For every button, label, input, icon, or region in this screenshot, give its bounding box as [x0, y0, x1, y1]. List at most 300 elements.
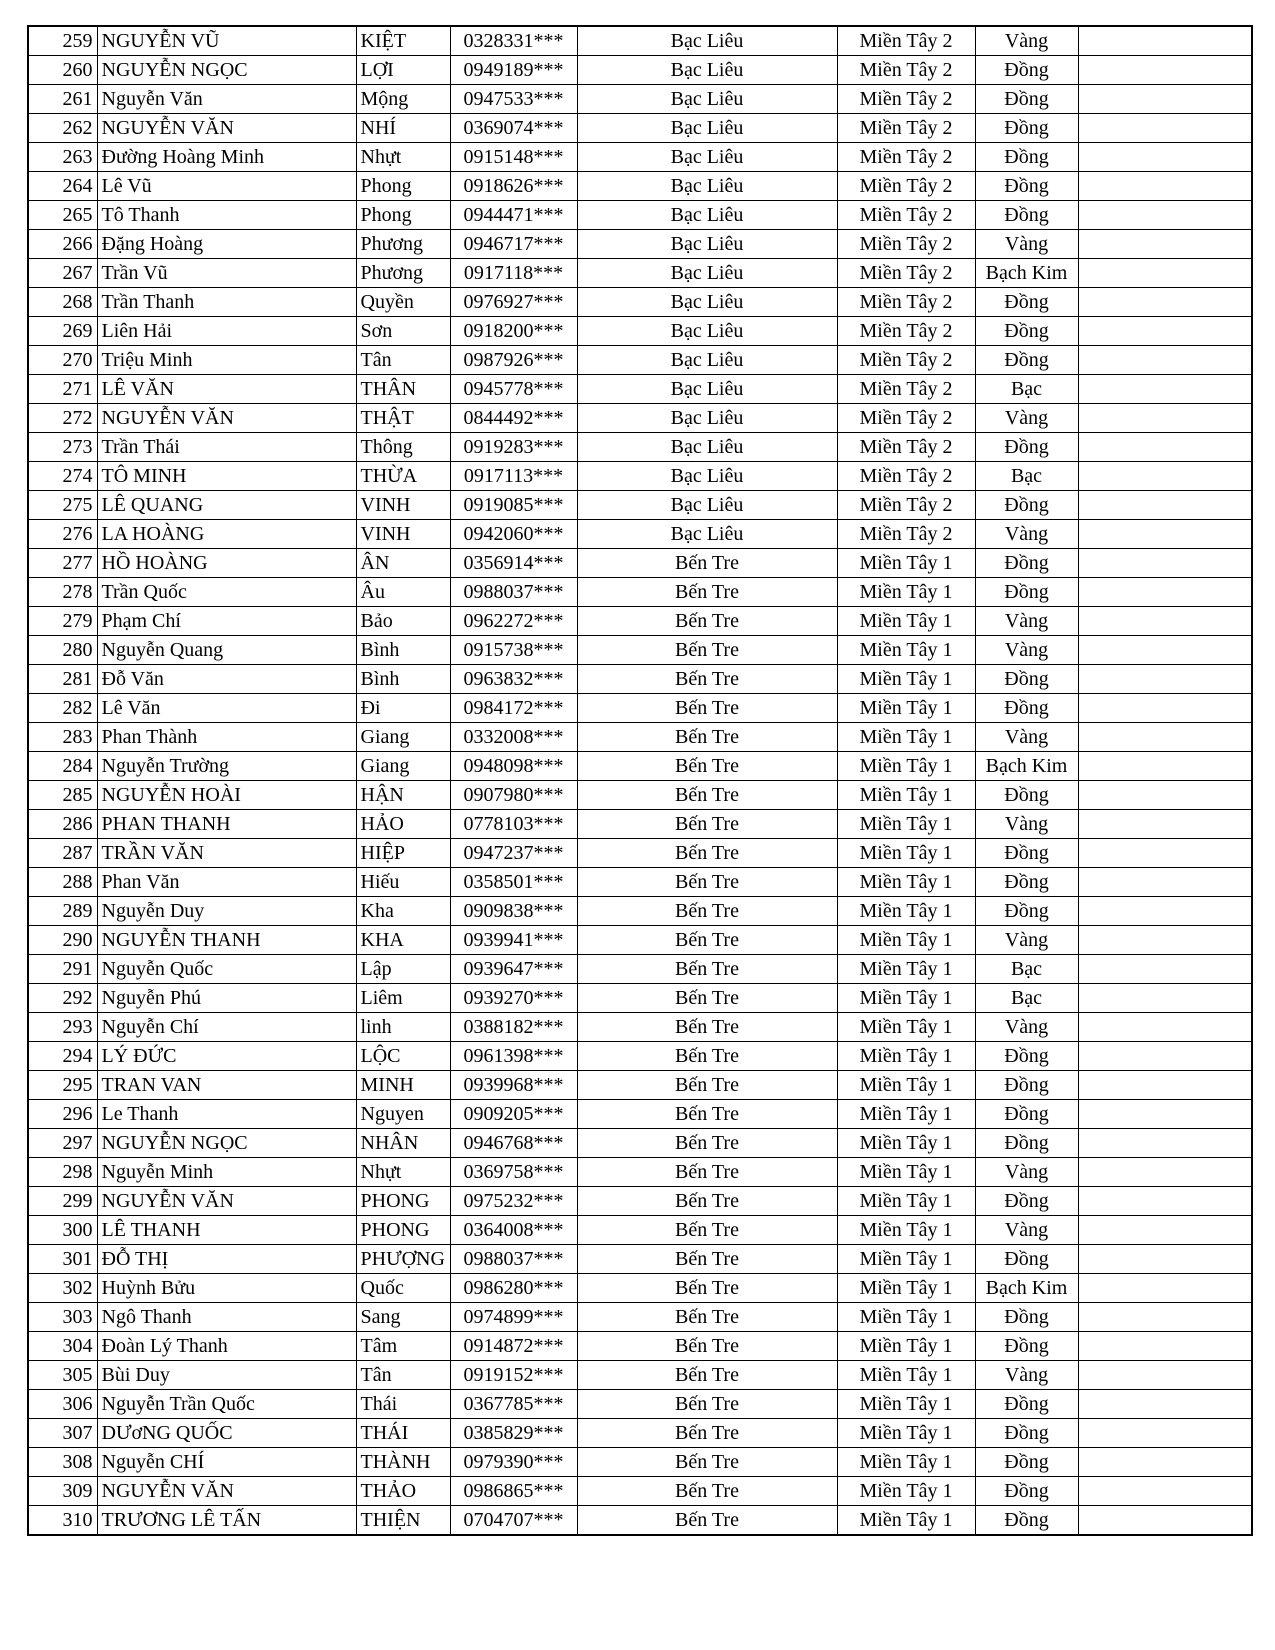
- note-cell: [1078, 143, 1252, 172]
- tier-cell: Đồng: [975, 1477, 1078, 1506]
- note-cell: [1078, 85, 1252, 114]
- region-cell: Miền Tây 1: [837, 1477, 975, 1506]
- province-cell: Bến Tre: [577, 665, 837, 694]
- region-cell: Miền Tây 2: [837, 375, 975, 404]
- first-name-cell: LỢI: [356, 56, 450, 85]
- note-cell: [1078, 172, 1252, 201]
- region-cell: Miền Tây 1: [837, 1390, 975, 1419]
- note-cell: [1078, 723, 1252, 752]
- province-cell: Bến Tre: [577, 984, 837, 1013]
- last-middle-name-cell: Nguyễn Văn: [97, 85, 356, 114]
- phone-number-cell: 0949189***: [450, 56, 577, 85]
- table-row: [28, 230, 1252, 259]
- phone-number-cell: 0364008***: [450, 1216, 577, 1245]
- province-cell: Bạc Liêu: [577, 201, 837, 230]
- phone-number-cell: 0909838***: [450, 897, 577, 926]
- province-cell: Bến Tre: [577, 1274, 837, 1303]
- first-name-cell: THỪA: [356, 462, 450, 491]
- last-middle-name-cell: Trần Vũ: [97, 259, 356, 288]
- phone-number-cell: 0328331***: [450, 26, 577, 56]
- region-cell: Miền Tây 1: [837, 1361, 975, 1390]
- table-row: [28, 723, 1252, 752]
- tier-cell: Đồng: [975, 172, 1078, 201]
- tier-cell: Vàng: [975, 1158, 1078, 1187]
- note-cell: [1078, 288, 1252, 317]
- province-cell: Bạc Liêu: [577, 172, 837, 201]
- province-cell: Bến Tre: [577, 1303, 837, 1332]
- region-cell: Miền Tây 2: [837, 520, 975, 549]
- last-middle-name-cell: Lê Vũ: [97, 172, 356, 201]
- region-cell: Miền Tây 1: [837, 723, 975, 752]
- table-row: [28, 143, 1252, 172]
- tier-cell: Đồng: [975, 433, 1078, 462]
- table-row: [28, 1361, 1252, 1390]
- region-cell: Miền Tây 1: [837, 810, 975, 839]
- tier-cell: Bạch Kim: [975, 752, 1078, 781]
- province-cell: Bến Tre: [577, 752, 837, 781]
- last-middle-name-cell: Nguyễn Minh: [97, 1158, 356, 1187]
- province-cell: Bến Tre: [577, 1390, 837, 1419]
- first-name-cell: THIỆN: [356, 1506, 450, 1536]
- row-number-cell: 298: [28, 1158, 97, 1187]
- tier-cell: Đồng: [975, 1042, 1078, 1071]
- region-cell: Miền Tây 1: [837, 636, 975, 665]
- first-name-cell: Thái: [356, 1390, 450, 1419]
- region-cell: Miền Tây 1: [837, 955, 975, 984]
- table-row: [28, 56, 1252, 85]
- roster-body: [28, 26, 1252, 1535]
- region-cell: Miền Tây 1: [837, 1419, 975, 1448]
- province-cell: Bến Tre: [577, 578, 837, 607]
- tier-cell: Đồng: [975, 1332, 1078, 1361]
- phone-number-cell: 0976927***: [450, 288, 577, 317]
- phone-number-cell: 0778103***: [450, 810, 577, 839]
- last-middle-name-cell: ĐỖ THỊ: [97, 1245, 356, 1274]
- row-number-cell: 302: [28, 1274, 97, 1303]
- province-cell: Bạc Liêu: [577, 433, 837, 462]
- note-cell: [1078, 897, 1252, 926]
- first-name-cell: PHONG: [356, 1187, 450, 1216]
- table-row: [28, 1158, 1252, 1187]
- row-number-cell: 303: [28, 1303, 97, 1332]
- region-cell: Miền Tây 2: [837, 462, 975, 491]
- phone-number-cell: 0918200***: [450, 317, 577, 346]
- table-row: [28, 1448, 1252, 1477]
- first-name-cell: KIỆT: [356, 26, 450, 56]
- phone-number-cell: 0939270***: [450, 984, 577, 1013]
- province-cell: Bến Tre: [577, 1245, 837, 1274]
- tier-cell: Bạch Kim: [975, 259, 1078, 288]
- phone-number-cell: 0918626***: [450, 172, 577, 201]
- row-number-cell: 304: [28, 1332, 97, 1361]
- row-number-cell: 292: [28, 984, 97, 1013]
- note-cell: [1078, 984, 1252, 1013]
- first-name-cell: ÂN: [356, 549, 450, 578]
- phone-number-cell: 0919085***: [450, 491, 577, 520]
- table-row: [28, 375, 1252, 404]
- phone-number-cell: 0367785***: [450, 1390, 577, 1419]
- province-cell: Bạc Liêu: [577, 317, 837, 346]
- table-row: [28, 955, 1252, 984]
- region-cell: Miền Tây 1: [837, 1245, 975, 1274]
- last-middle-name-cell: NGUYỄN THANH: [97, 926, 356, 955]
- table-row: [28, 317, 1252, 346]
- table-row: [28, 549, 1252, 578]
- table-row: [28, 346, 1252, 375]
- province-cell: Bến Tre: [577, 1448, 837, 1477]
- table-row: [28, 578, 1252, 607]
- row-number-cell: 278: [28, 578, 97, 607]
- first-name-cell: VINH: [356, 520, 450, 549]
- last-middle-name-cell: NGUYỄN VĂN: [97, 1187, 356, 1216]
- note-cell: [1078, 56, 1252, 85]
- row-number-cell: 275: [28, 491, 97, 520]
- phone-number-cell: 0917113***: [450, 462, 577, 491]
- note-cell: [1078, 1303, 1252, 1332]
- note-cell: [1078, 781, 1252, 810]
- first-name-cell: HIỆP: [356, 839, 450, 868]
- row-number-cell: 286: [28, 810, 97, 839]
- note-cell: [1078, 1332, 1252, 1361]
- tier-cell: Đồng: [975, 288, 1078, 317]
- tier-cell: Đồng: [975, 1448, 1078, 1477]
- last-middle-name-cell: LÝ ĐỨC: [97, 1042, 356, 1071]
- note-cell: [1078, 1071, 1252, 1100]
- first-name-cell: Bình: [356, 636, 450, 665]
- region-cell: Miền Tây 2: [837, 85, 975, 114]
- first-name-cell: Tân: [356, 1361, 450, 1390]
- phone-number-cell: 0915148***: [450, 143, 577, 172]
- last-middle-name-cell: Nguyễn Phú: [97, 984, 356, 1013]
- last-middle-name-cell: TÔ MINH: [97, 462, 356, 491]
- phone-number-cell: 0963832***: [450, 665, 577, 694]
- note-cell: [1078, 752, 1252, 781]
- phone-number-cell: 0974899***: [450, 1303, 577, 1332]
- table-row: [28, 1071, 1252, 1100]
- table-row: [28, 810, 1252, 839]
- row-number-cell: 287: [28, 839, 97, 868]
- note-cell: [1078, 346, 1252, 375]
- row-number-cell: 282: [28, 694, 97, 723]
- phone-number-cell: 0979390***: [450, 1448, 577, 1477]
- province-cell: Bến Tre: [577, 926, 837, 955]
- last-middle-name-cell: Triệu Minh: [97, 346, 356, 375]
- phone-number-cell: 0914872***: [450, 1332, 577, 1361]
- last-middle-name-cell: Nguyễn Quang: [97, 636, 356, 665]
- tier-cell: Đồng: [975, 1071, 1078, 1100]
- last-middle-name-cell: Nguyễn Quốc: [97, 955, 356, 984]
- tier-cell: Vàng: [975, 636, 1078, 665]
- table-row: [28, 752, 1252, 781]
- region-cell: Miền Tây 1: [837, 781, 975, 810]
- phone-number-cell: 0987926***: [450, 346, 577, 375]
- tier-cell: Vàng: [975, 926, 1078, 955]
- last-middle-name-cell: Trần Thái: [97, 433, 356, 462]
- table-row: [28, 1332, 1252, 1361]
- table-row: [28, 926, 1252, 955]
- table-row: [28, 172, 1252, 201]
- tier-cell: Vàng: [975, 1361, 1078, 1390]
- tier-cell: Vàng: [975, 520, 1078, 549]
- region-cell: Miền Tây 2: [837, 172, 975, 201]
- first-name-cell: LỘC: [356, 1042, 450, 1071]
- row-number-cell: 309: [28, 1477, 97, 1506]
- tier-cell: Bạc: [975, 375, 1078, 404]
- province-cell: Bạc Liêu: [577, 85, 837, 114]
- phone-number-cell: 0388182***: [450, 1013, 577, 1042]
- note-cell: [1078, 1013, 1252, 1042]
- province-cell: Bến Tre: [577, 1361, 837, 1390]
- region-cell: Miền Tây 1: [837, 578, 975, 607]
- region-cell: Miền Tây 2: [837, 26, 975, 56]
- tier-cell: Vàng: [975, 607, 1078, 636]
- province-cell: Bạc Liêu: [577, 230, 837, 259]
- phone-number-cell: 0844492***: [450, 404, 577, 433]
- table-row: [28, 781, 1252, 810]
- table-row: [28, 259, 1252, 288]
- note-cell: [1078, 317, 1252, 346]
- first-name-cell: NHÂN: [356, 1129, 450, 1158]
- tier-cell: Vàng: [975, 810, 1078, 839]
- row-number-cell: 265: [28, 201, 97, 230]
- row-number-cell: 301: [28, 1245, 97, 1274]
- last-middle-name-cell: Đoàn Lý Thanh: [97, 1332, 356, 1361]
- first-name-cell: NHÍ: [356, 114, 450, 143]
- last-middle-name-cell: HỒ HOÀNG: [97, 549, 356, 578]
- last-middle-name-cell: Đỗ Văn: [97, 665, 356, 694]
- row-number-cell: 273: [28, 433, 97, 462]
- row-number-cell: 306: [28, 1390, 97, 1419]
- province-cell: Bến Tre: [577, 607, 837, 636]
- first-name-cell: PHƯỢNG: [356, 1245, 450, 1274]
- first-name-cell: Sơn: [356, 317, 450, 346]
- region-cell: Miền Tây 1: [837, 839, 975, 868]
- note-cell: [1078, 433, 1252, 462]
- last-middle-name-cell: Nguyễn Chí: [97, 1013, 356, 1042]
- row-number-cell: 299: [28, 1187, 97, 1216]
- table-row: [28, 1419, 1252, 1448]
- row-number-cell: 281: [28, 665, 97, 694]
- first-name-cell: THÀNH: [356, 1448, 450, 1477]
- note-cell: [1078, 462, 1252, 491]
- region-cell: Miền Tây 2: [837, 404, 975, 433]
- row-number-cell: 264: [28, 172, 97, 201]
- table-row: [28, 897, 1252, 926]
- last-middle-name-cell: NGUYỄN VĂN: [97, 404, 356, 433]
- last-middle-name-cell: Trần Thanh: [97, 288, 356, 317]
- phone-number-cell: 0907980***: [450, 781, 577, 810]
- region-cell: Miền Tây 1: [837, 1158, 975, 1187]
- first-name-cell: Giang: [356, 752, 450, 781]
- row-number-cell: 270: [28, 346, 97, 375]
- last-middle-name-cell: Nguyễn Trần Quốc: [97, 1390, 356, 1419]
- province-cell: Bến Tre: [577, 1332, 837, 1361]
- last-middle-name-cell: NGUYỄN HOÀI: [97, 781, 356, 810]
- province-cell: Bạc Liêu: [577, 143, 837, 172]
- region-cell: Miền Tây 1: [837, 694, 975, 723]
- note-cell: [1078, 1390, 1252, 1419]
- province-cell: Bến Tre: [577, 723, 837, 752]
- tier-cell: Đồng: [975, 781, 1078, 810]
- last-middle-name-cell: NGUYỄN NGỌC: [97, 56, 356, 85]
- tier-cell: Đồng: [975, 491, 1078, 520]
- phone-number-cell: 0915738***: [450, 636, 577, 665]
- first-name-cell: VINH: [356, 491, 450, 520]
- note-cell: [1078, 1158, 1252, 1187]
- last-middle-name-cell: Phan Văn: [97, 868, 356, 897]
- region-cell: Miền Tây 1: [837, 1071, 975, 1100]
- province-cell: Bến Tre: [577, 1013, 837, 1042]
- tier-cell: Đồng: [975, 201, 1078, 230]
- region-cell: Miền Tây 1: [837, 1013, 975, 1042]
- phone-number-cell: 0369758***: [450, 1158, 577, 1187]
- table-row: [28, 1042, 1252, 1071]
- first-name-cell: Hiếu: [356, 868, 450, 897]
- table-row: [28, 1100, 1252, 1129]
- row-number-cell: 288: [28, 868, 97, 897]
- first-name-cell: Bình: [356, 665, 450, 694]
- note-cell: [1078, 1448, 1252, 1477]
- tier-cell: Đồng: [975, 694, 1078, 723]
- row-number-cell: 261: [28, 85, 97, 114]
- table-row: [28, 1506, 1252, 1536]
- phone-number-cell: 0988037***: [450, 1245, 577, 1274]
- region-cell: Miền Tây 2: [837, 230, 975, 259]
- region-cell: Miền Tây 2: [837, 317, 975, 346]
- note-cell: [1078, 694, 1252, 723]
- tier-cell: Đồng: [975, 1129, 1078, 1158]
- phone-number-cell: 0356914***: [450, 549, 577, 578]
- table-row: [28, 1390, 1252, 1419]
- phone-number-cell: 0919152***: [450, 1361, 577, 1390]
- table-row: [28, 85, 1252, 114]
- province-cell: Bạc Liêu: [577, 114, 837, 143]
- province-cell: Bến Tre: [577, 868, 837, 897]
- row-number-cell: 268: [28, 288, 97, 317]
- table-row: [28, 636, 1252, 665]
- last-middle-name-cell: Huỳnh Bửu: [97, 1274, 356, 1303]
- phone-number-cell: 0946717***: [450, 230, 577, 259]
- phone-number-cell: 0948098***: [450, 752, 577, 781]
- note-cell: [1078, 259, 1252, 288]
- region-cell: Miền Tây 2: [837, 288, 975, 317]
- first-name-cell: Quốc: [356, 1274, 450, 1303]
- phone-number-cell: 0332008***: [450, 723, 577, 752]
- region-cell: Miền Tây 2: [837, 433, 975, 462]
- phone-number-cell: 0962272***: [450, 607, 577, 636]
- note-cell: [1078, 404, 1252, 433]
- last-middle-name-cell: Phan Thành: [97, 723, 356, 752]
- note-cell: [1078, 520, 1252, 549]
- table-row: [28, 114, 1252, 143]
- tier-cell: Đồng: [975, 114, 1078, 143]
- tier-cell: Đồng: [975, 1419, 1078, 1448]
- province-cell: Bạc Liêu: [577, 288, 837, 317]
- first-name-cell: HẢO: [356, 810, 450, 839]
- row-number-cell: 267: [28, 259, 97, 288]
- first-name-cell: Kha: [356, 897, 450, 926]
- first-name-cell: THÂN: [356, 375, 450, 404]
- province-cell: Bến Tre: [577, 1187, 837, 1216]
- row-number-cell: 307: [28, 1419, 97, 1448]
- row-number-cell: 260: [28, 56, 97, 85]
- row-number-cell: 290: [28, 926, 97, 955]
- province-cell: Bến Tre: [577, 1042, 837, 1071]
- phone-number-cell: 0947237***: [450, 839, 577, 868]
- row-number-cell: 279: [28, 607, 97, 636]
- note-cell: [1078, 201, 1252, 230]
- last-middle-name-cell: LÊ VĂN: [97, 375, 356, 404]
- note-cell: [1078, 114, 1252, 143]
- tier-cell: Đồng: [975, 1245, 1078, 1274]
- tier-cell: Đồng: [975, 317, 1078, 346]
- first-name-cell: Tân: [356, 346, 450, 375]
- phone-number-cell: 0975232***: [450, 1187, 577, 1216]
- table-row: [28, 1013, 1252, 1042]
- note-cell: [1078, 26, 1252, 56]
- row-number-cell: 277: [28, 549, 97, 578]
- region-cell: Miền Tây 1: [837, 1332, 975, 1361]
- last-middle-name-cell: NGUYỄN NGỌC: [97, 1129, 356, 1158]
- row-number-cell: 300: [28, 1216, 97, 1245]
- first-name-cell: PHONG: [356, 1216, 450, 1245]
- province-cell: Bạc Liêu: [577, 375, 837, 404]
- phone-number-cell: 0939968***: [450, 1071, 577, 1100]
- note-cell: [1078, 1419, 1252, 1448]
- province-cell: Bến Tre: [577, 549, 837, 578]
- table-row: [28, 984, 1252, 1013]
- first-name-cell: THẢO: [356, 1477, 450, 1506]
- region-cell: Miền Tây 1: [837, 1303, 975, 1332]
- last-middle-name-cell: PHAN THANH: [97, 810, 356, 839]
- region-cell: Miền Tây 1: [837, 984, 975, 1013]
- row-number-cell: 283: [28, 723, 97, 752]
- first-name-cell: Tâm: [356, 1332, 450, 1361]
- tier-cell: Vàng: [975, 26, 1078, 56]
- region-cell: Miền Tây 1: [837, 1448, 975, 1477]
- first-name-cell: Sang: [356, 1303, 450, 1332]
- province-cell: Bạc Liêu: [577, 520, 837, 549]
- phone-number-cell: 0385829***: [450, 1419, 577, 1448]
- first-name-cell: Nhựt: [356, 1158, 450, 1187]
- phone-number-cell: 0986865***: [450, 1477, 577, 1506]
- province-cell: Bến Tre: [577, 1477, 837, 1506]
- tier-cell: Đồng: [975, 1303, 1078, 1332]
- note-cell: [1078, 1245, 1252, 1274]
- tier-cell: Đồng: [975, 1187, 1078, 1216]
- region-cell: Miền Tây 2: [837, 201, 975, 230]
- province-cell: Bạc Liêu: [577, 26, 837, 56]
- phone-number-cell: 0942060***: [450, 520, 577, 549]
- first-name-cell: Bảo: [356, 607, 450, 636]
- tier-cell: Đồng: [975, 665, 1078, 694]
- row-number-cell: 305: [28, 1361, 97, 1390]
- phone-number-cell: 0704707***: [450, 1506, 577, 1536]
- note-cell: [1078, 868, 1252, 897]
- tier-cell: Vàng: [975, 1013, 1078, 1042]
- province-cell: Bến Tre: [577, 1129, 837, 1158]
- region-cell: Miền Tây 1: [837, 752, 975, 781]
- first-name-cell: Mộng: [356, 85, 450, 114]
- last-middle-name-cell: NGUYỄN VĂN: [97, 1477, 356, 1506]
- phone-number-cell: 0945778***: [450, 375, 577, 404]
- row-number-cell: 284: [28, 752, 97, 781]
- region-cell: Miền Tây 2: [837, 143, 975, 172]
- first-name-cell: MINH: [356, 1071, 450, 1100]
- table-row: [28, 868, 1252, 897]
- region-cell: Miền Tây 1: [837, 1042, 975, 1071]
- phone-number-cell: 0946768***: [450, 1129, 577, 1158]
